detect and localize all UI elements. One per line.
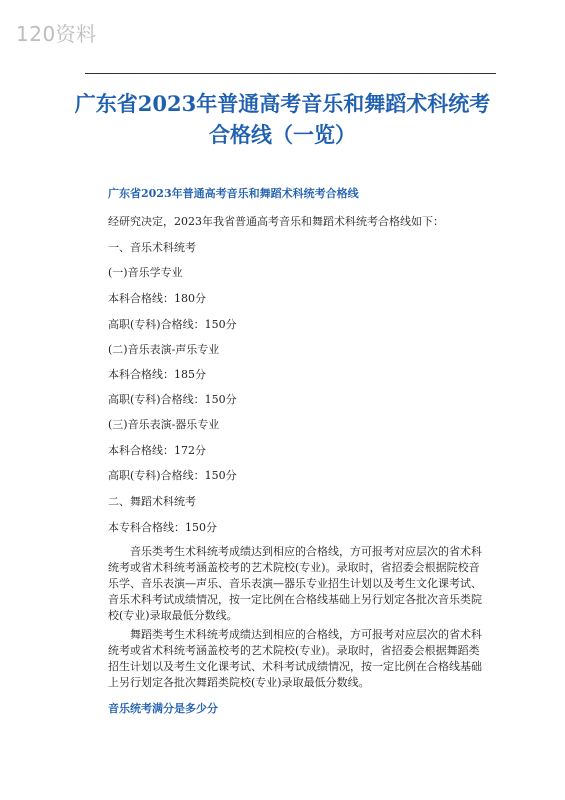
list-line: 一、音乐术科统考 xyxy=(108,241,196,254)
list-line: (三)音乐表演-器乐专业 xyxy=(108,418,220,431)
section-heading: 广东省2023年普通高考音乐和舞蹈术科统考合格线 xyxy=(108,187,359,200)
paragraph-music: 音乐类考生术科统考成绩达到相应的合格线，方可报考对应层次的省术科统考或省术科统考涵盖校考的艺术院校(专业)。录取时，省招委会根据院校音乐学、音乐表演—声乐、音乐表演—器乐专业招生计划以及考生文化课考试、音乐术科考试成绩情况，按一定比例在合格线基础上另行划定各批次音乐类院校(专业)录取最低分数线。 xyxy=(108,545,482,622)
list-line: (一)音乐学专业 xyxy=(108,266,183,279)
list-line: 本科合格线：172分 xyxy=(108,444,206,457)
list-line: (二)音乐表演-声乐专业 xyxy=(108,343,220,356)
list-line: 二、舞蹈术科统考 xyxy=(108,495,196,508)
list-line: 本科合格线：180分 xyxy=(108,292,206,305)
header-rule xyxy=(85,73,496,74)
paragraph-dance: 舞蹈类考生术科统考成绩达到相应的合格线，方可报考对应层次的省术科统考或省术科统考涵盖校考的艺术院校(专业)。录取时，省招委会根据舞蹈类招生计划以及考生文化课考试、术科考试成绩情况，按一定比例在合格线基础上另行划定各批次舞蹈类院校(专业)录取最低分数线。 xyxy=(108,628,482,689)
section-heading-score: 音乐统考满分是多少分 xyxy=(108,702,218,715)
list-line: 本专科合格线：150分 xyxy=(108,521,217,534)
list-line: 本科合格线：185分 xyxy=(108,368,206,381)
intro-text: 经研究决定，2023年我省普通高考音乐和舞蹈术科统考合格线如下： xyxy=(108,215,444,228)
list-line: 高职(专科)合格线：150分 xyxy=(108,318,237,331)
watermark-text: 120资料 xyxy=(16,22,97,46)
list-line: 高职(专科)合格线：150分 xyxy=(108,469,237,482)
document-title: 广东省2023年普通高考音乐和舞蹈术科统考合格线（一览） xyxy=(74,91,491,147)
list-line: 高职(专科)合格线：150分 xyxy=(108,393,237,406)
